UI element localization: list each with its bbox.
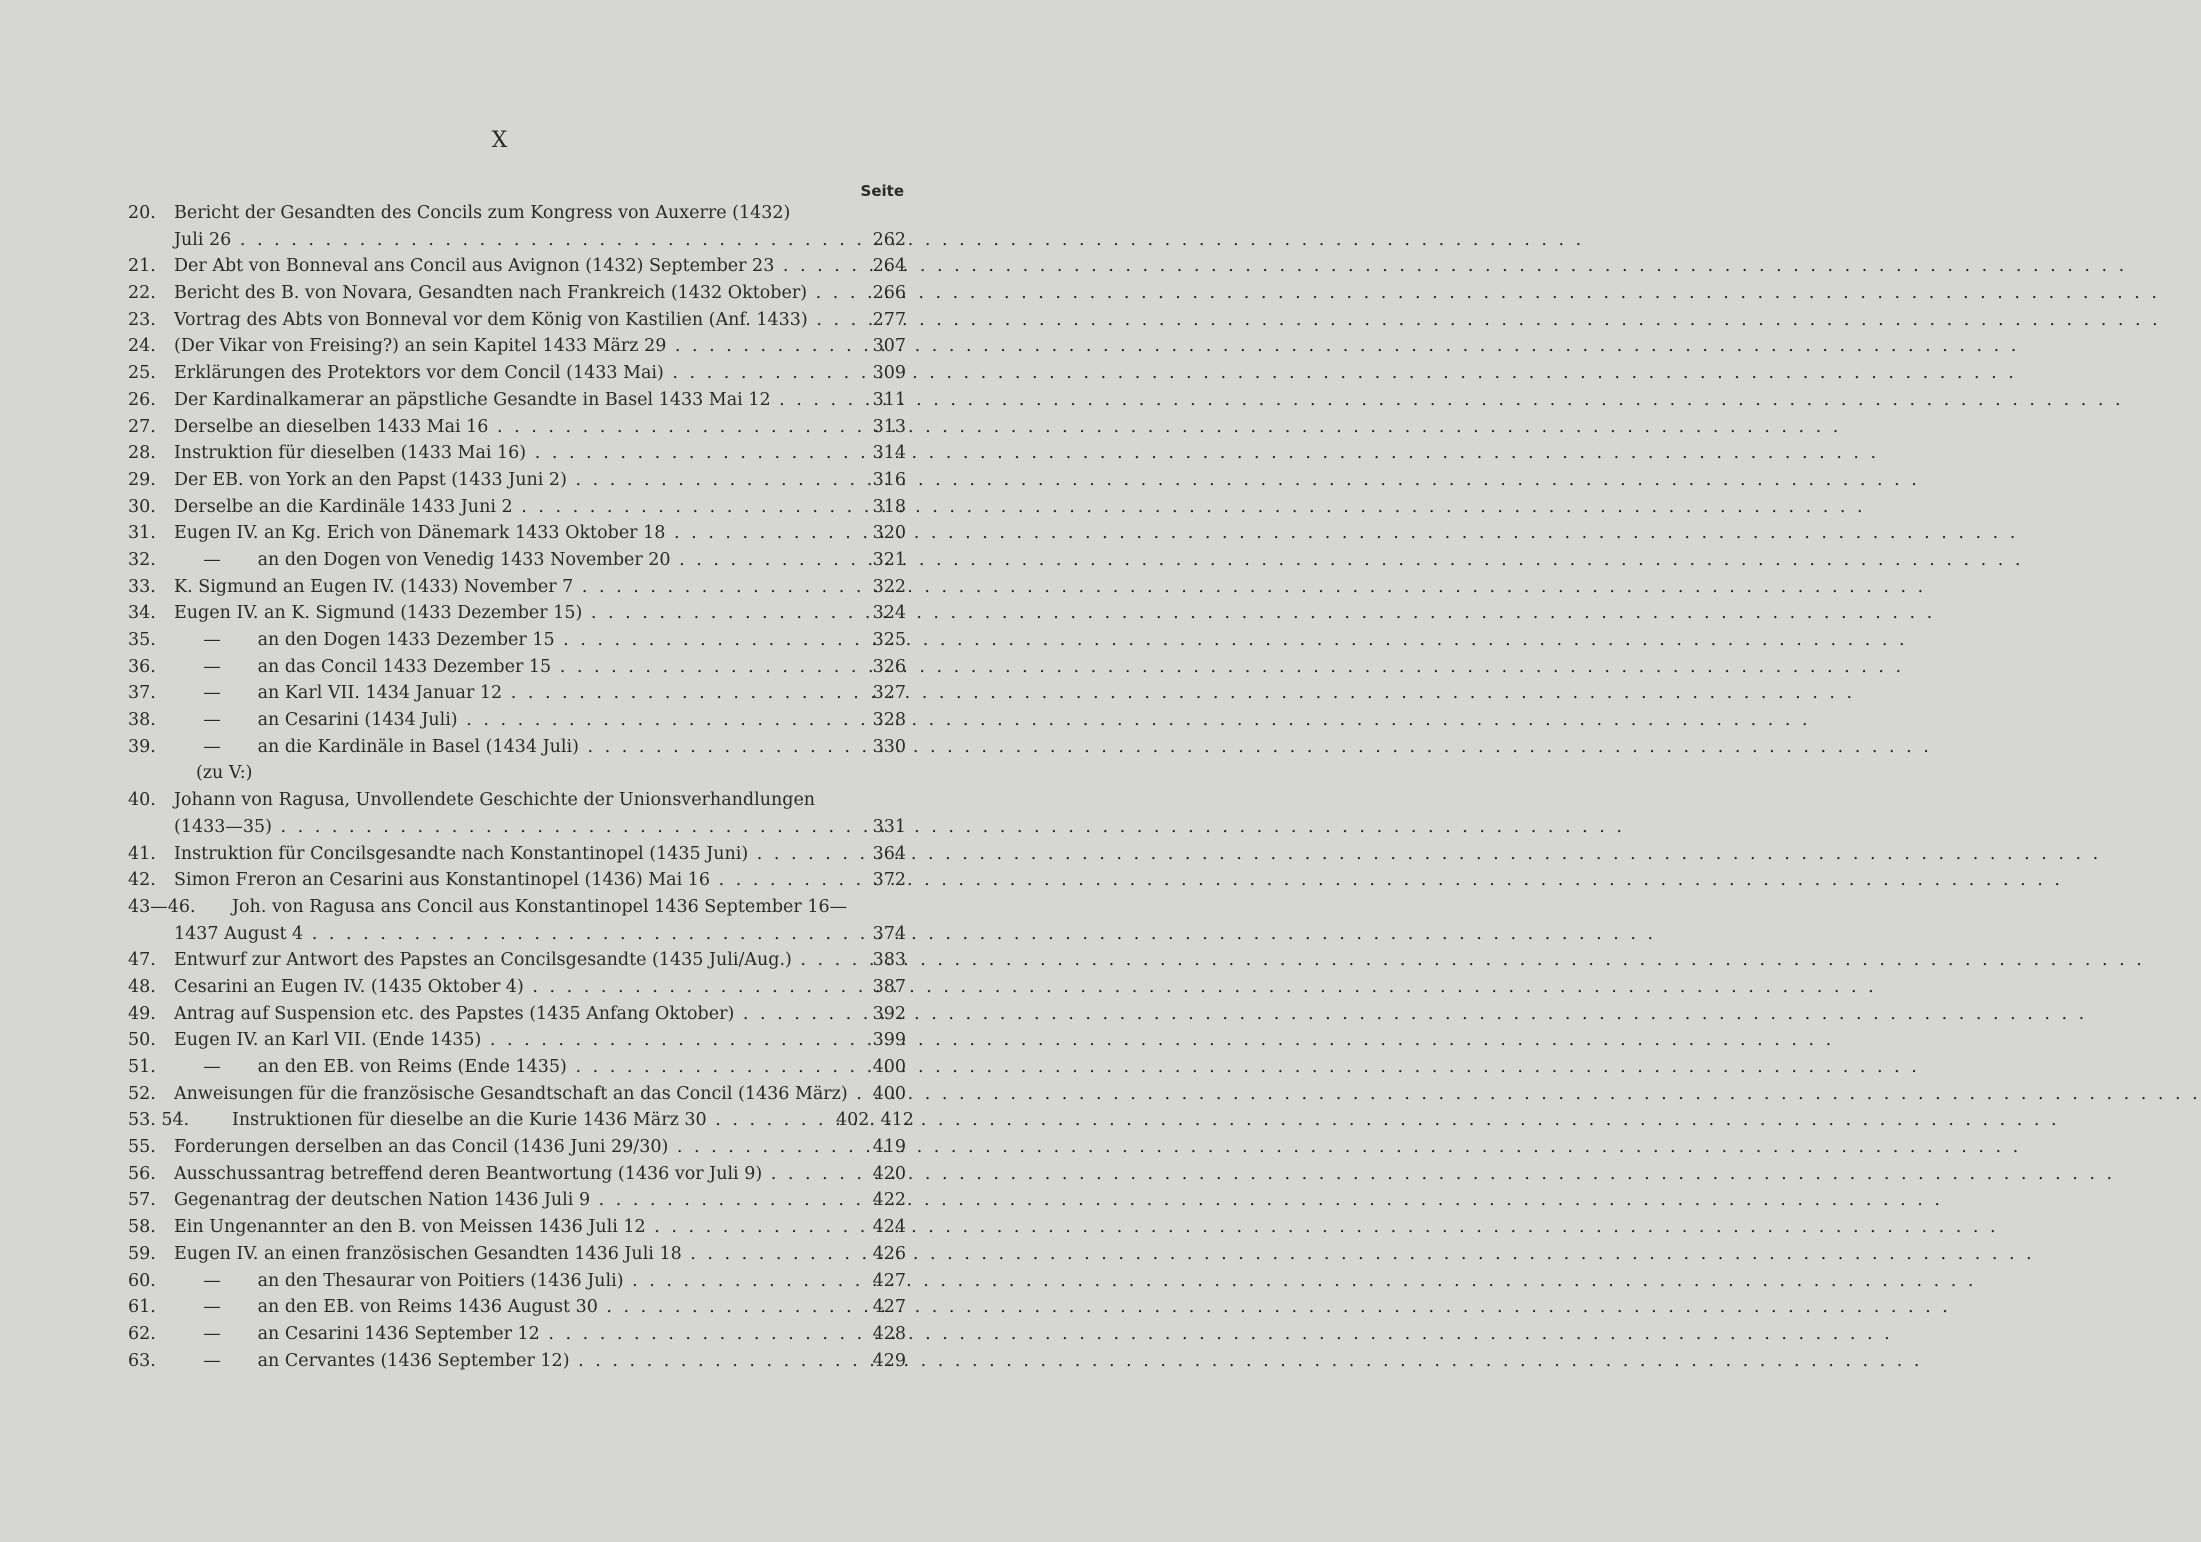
toc-entry [0, 520, 1000, 547]
toc-entry-number: 33. [128, 576, 156, 597]
toc-entry-page: 383 [872, 950, 906, 971]
toc-entry-title [174, 787, 840, 814]
toc-entry-text: an Cesarini (1434 Juli) [257, 710, 458, 731]
toc-entry-number: 23. [128, 309, 156, 330]
toc-entry-title [174, 414, 840, 441]
toc-entry-number: 41. [128, 843, 156, 864]
toc-entry-text: an das Concil 1433 Dezember 15 [257, 656, 552, 677]
toc-entry-title [174, 841, 840, 868]
toc-entry [0, 974, 1000, 1001]
toc-entry-text: Bericht des B. von Novara, Gesandten nach Frankreich (1432 Oktober) [174, 283, 808, 304]
toc-entry-title [174, 307, 840, 334]
toc-entry-text: (Der Vikar von Freising?) an sein Kapitel 1433 März 29 [174, 336, 667, 357]
toc-entry-page: 307 [872, 336, 906, 357]
toc-entry-title [174, 387, 840, 414]
toc-entry-number: 51. [128, 1057, 156, 1077]
toc-entry-title [174, 494, 840, 521]
toc-entry-text: an den EB. von Reims (Ende 1435) [257, 1057, 567, 1077]
toc-entry-text: Vortrag des Abts von Bonneval vor dem König von Kastilien (Anf. 1433) [174, 309, 808, 330]
toc-entry-number: 63. [128, 1350, 156, 1371]
toc-entry-title [174, 1241, 840, 1268]
toc-entry-page: 420 [872, 1163, 906, 1184]
toc-entry-text: Instruktion für dieselben (1433 Mai 16) [174, 443, 527, 464]
toc-entry-number: 24. [128, 336, 156, 357]
toc-entry-text: (zu V:) [196, 763, 253, 784]
toc-entry-text: Gegenantrag der deutschen Nation 1436 Juli 9 [174, 1190, 591, 1211]
ditto-dash: — [203, 683, 221, 704]
toc-entry-number: 57. [128, 1190, 156, 1211]
toc-entry-text: Simon Freron an Cesarini aus Konstantinopel (1436) Mai 16 [174, 870, 711, 891]
toc-entry-page: 321 [872, 549, 906, 570]
toc-entry-text: Anweisungen für die französische Gesandtschaft an das Concil (1436 März) [174, 1083, 848, 1104]
toc-entry-text: an den Thesaurar von Poitiers (1436 Juli) [257, 1270, 624, 1291]
toc-entry-page: 316 [872, 469, 906, 490]
toc-entry [0, 1001, 1000, 1028]
toc-entry [0, 440, 1000, 467]
toc-entry-number: 38. [128, 710, 156, 731]
table-of-contents [0, 200, 1000, 1374]
toc-entry-number: 47. [128, 950, 156, 971]
toc-entry [0, 894, 1000, 921]
toc-entry [0, 1107, 1000, 1134]
toc-entry-number: 32. [128, 549, 156, 570]
toc-entry-number: 36. [128, 656, 156, 677]
toc-entry-text: an den Dogen von Venedig 1433 November 20 [257, 549, 671, 570]
toc-entry [0, 1321, 1000, 1348]
toc-entry [0, 1134, 1000, 1161]
toc-entry-title [174, 921, 840, 948]
toc-entry-page: 427 [872, 1270, 906, 1291]
toc-entry-page: 419 [872, 1137, 906, 1158]
toc-entry-text: Ein Ungenannter an den B. von Meissen 1436 Juli 12 [174, 1217, 646, 1238]
toc-entry-number: 22. [128, 283, 156, 304]
column-header-seite: Seite [860, 182, 904, 200]
toc-entry-number: 29. [128, 469, 156, 490]
toc-entry [0, 627, 1000, 654]
toc-entry-text: Entwurf zur Antwort des Papstes an Concilsgesandte (1435 Juli/Aug.) [174, 950, 792, 971]
ditto-dash: — [203, 1323, 221, 1344]
toc-entry-title [174, 947, 840, 974]
toc-entry [0, 1161, 1000, 1188]
toc-entry [0, 1268, 1000, 1295]
toc-entry [0, 494, 1000, 521]
toc-entry-text: Forderungen derselben an das Concil (1436 Juni 29/30) [174, 1137, 669, 1158]
toc-entry-text: Eugen IV. an einen französischen Gesandten 1436 Juli 18 [174, 1243, 682, 1264]
toc-entry-title [203, 1294, 840, 1321]
toc-entry-page: 328 [872, 710, 906, 731]
toc-entry [0, 280, 1000, 307]
toc-entry [0, 734, 1000, 761]
toc-entry [0, 707, 1000, 734]
toc-entry-page: 313 [872, 416, 906, 437]
toc-entry-text: an Cervantes (1436 September 12) [257, 1350, 570, 1371]
toc-entry-text: Bericht der Gesandten des Concils zum Kongress von Auxerre (1432) [174, 203, 791, 223]
toc-entry-number: 43—46. [128, 896, 196, 917]
toc-entry-title [203, 680, 840, 707]
toc-entry-page: 318 [872, 496, 906, 517]
toc-entry-title [174, 1214, 840, 1241]
toc-entry-text: Erklärungen des Protektors vor dem Concil (1433 Mai) [174, 363, 664, 384]
toc-entry-text: K. Sigmund an Eugen IV. (1433) November 7 [174, 576, 574, 597]
toc-entry-title [174, 1187, 840, 1214]
toc-entry-number: 60. [128, 1270, 156, 1291]
toc-entry-title [203, 627, 840, 654]
toc-entry-text: an den Dogen 1433 Dezember 15 [257, 630, 555, 650]
toc-entry [0, 307, 1000, 334]
toc-entry [0, 387, 1000, 414]
toc-entry-page: 422 [872, 1190, 906, 1211]
toc-entry-title [174, 1161, 840, 1188]
toc-entry-page: 320 [872, 523, 906, 544]
toc-entry-title [203, 734, 840, 761]
toc-entry-number: 48. [128, 976, 156, 997]
toc-entry-title [174, 333, 840, 360]
toc-entry [0, 253, 1000, 280]
toc-entry-title [203, 1348, 840, 1375]
toc-entry-page: 387 [872, 976, 906, 997]
toc-entry-title [203, 654, 840, 681]
ditto-dash: — [203, 656, 221, 677]
toc-entry-page: 325 [872, 630, 906, 650]
toc-entry [0, 787, 1000, 814]
toc-entry-text: (1433—35) [174, 816, 272, 837]
toc-entry-page: 314 [872, 443, 906, 464]
toc-entry-page: 277 [872, 309, 906, 330]
toc-entry-page: 374 [872, 923, 906, 944]
ditto-dash: — [203, 1297, 221, 1318]
toc-entry-text: 1437 August 4 [174, 923, 304, 944]
toc-entry [0, 574, 1000, 601]
toc-entry [0, 760, 1000, 787]
toc-entry [0, 814, 1000, 841]
toc-entry-page: 331 [872, 816, 906, 837]
toc-entry-number: 37. [128, 683, 156, 704]
toc-entry [0, 1348, 1000, 1375]
toc-entry-page: 372 [872, 870, 906, 891]
toc-entry-page: 330 [872, 736, 906, 757]
toc-entry-number: 42. [128, 870, 156, 891]
toc-entry-title [203, 547, 840, 574]
toc-entry-page: 429 [872, 1350, 906, 1371]
toc-entry-number: 25. [128, 363, 156, 384]
toc-entry [0, 227, 1000, 254]
toc-entry [0, 841, 1000, 868]
toc-entry-number: 53. 54. [128, 1110, 190, 1131]
toc-entry-title [174, 280, 840, 307]
toc-entry-number: 56. [128, 1163, 156, 1184]
toc-entry-number: 34. [128, 603, 156, 624]
toc-entry-number: 61. [128, 1297, 156, 1318]
toc-entry [0, 947, 1000, 974]
page-number-roman: X [491, 128, 509, 153]
toc-entry-text: Cesarini an Eugen IV. (1435 Oktober 4) [174, 976, 524, 997]
toc-entry-number: 49. [128, 1003, 156, 1024]
toc-entry-text: Ausschussantrag betreffend deren Beantwortung (1436 vor Juli 9) [174, 1163, 763, 1184]
toc-entry-page: 427 [872, 1297, 906, 1318]
toc-entry-title [203, 707, 840, 734]
toc-entry-text: Antrag auf Suspension etc. des Papstes (1435 Anfang Oktober) [174, 1003, 735, 1024]
toc-entry-text: Johann von Ragusa, Unvollendete Geschichte der Unionsverhandlungen [174, 790, 816, 811]
toc-entry [0, 1241, 1000, 1268]
toc-entry-number: 26. [128, 389, 156, 410]
toc-entry-text: Juli 26 [174, 229, 232, 250]
toc-entry-title [174, 360, 840, 387]
ditto-dash: — [203, 549, 221, 570]
toc-entry-number: 27. [128, 416, 156, 437]
toc-entry [0, 1054, 1000, 1081]
ditto-dash: — [203, 1057, 221, 1077]
toc-entry-page: 327 [872, 683, 906, 704]
toc-entry-text: Instruktion für Concilsgesandte nach Konstantinopel (1435 Juni) [174, 843, 749, 864]
toc-entry-page: 262 [872, 229, 906, 250]
toc-entry-page: 428 [872, 1323, 906, 1344]
toc-entry-page: 424 [872, 1217, 906, 1238]
toc-entry-text: an den EB. von Reims 1436 August 30 [257, 1297, 598, 1318]
toc-entry-text: Derselbe an die Kardinäle 1433 Juni 2 [174, 496, 513, 517]
toc-entry [0, 1214, 1000, 1241]
toc-entry-title [232, 894, 848, 921]
ditto-dash: — [203, 736, 221, 757]
toc-entry [0, 867, 1000, 894]
ditto-dash: — [203, 710, 221, 731]
toc-entry-number: 50. [128, 1030, 156, 1051]
toc-entry-number: 21. [128, 256, 156, 277]
toc-entry-title [203, 1054, 840, 1081]
toc-entry-number: 52. [128, 1083, 156, 1104]
toc-entry-number: 35. [128, 630, 156, 650]
ditto-dash: — [203, 630, 221, 650]
toc-entry-text: Joh. von Ragusa ans Concil aus Konstantinopel 1436 September 16— [232, 896, 848, 917]
toc-entry-page: 322 [872, 576, 906, 597]
toc-entry-title [174, 1001, 840, 1028]
toc-entry [0, 654, 1000, 681]
document-page [0, 0, 1000, 1542]
toc-entry-number: 31. [128, 523, 156, 544]
toc-entry-text: an Cesarini 1436 September 12 [257, 1323, 540, 1344]
toc-entry-number: 59. [128, 1243, 156, 1264]
toc-entry-number: 39. [128, 736, 156, 757]
toc-entry-number: 55. [128, 1137, 156, 1158]
toc-entry [0, 200, 1000, 227]
toc-entry-title [174, 467, 840, 494]
toc-entry-page: 324 [872, 603, 906, 624]
toc-entry-title [174, 974, 840, 1001]
toc-entry-page: 402. 412 [836, 1110, 914, 1131]
toc-entry-number: 58. [128, 1217, 156, 1238]
toc-entry-number: 40. [128, 790, 156, 811]
toc-entry-title [196, 760, 840, 787]
toc-entry-text: Der Kardinalkamerar an päpstliche Gesandte in Basel 1433 Mai 12 [174, 389, 771, 410]
toc-entry-text: an die Kardinäle in Basel (1434 Juli) [257, 736, 579, 757]
toc-entry-number: 28. [128, 443, 156, 464]
toc-entry-text: Eugen IV. an Karl VII. (Ende 1435) [174, 1030, 482, 1051]
toc-entry-page: 399 [872, 1030, 906, 1051]
toc-entry-text: an Karl VII. 1434 Januar 12 [257, 683, 503, 704]
toc-entry-title [174, 600, 840, 627]
toc-entry-title [174, 574, 840, 601]
toc-entry-title [203, 1321, 840, 1348]
toc-entry-page: 264 [872, 256, 906, 277]
toc-entry-number: 30. [128, 496, 156, 517]
toc-entry-page: 309 [872, 363, 906, 384]
toc-entry [0, 1027, 1000, 1054]
toc-entry-title [232, 1107, 840, 1134]
toc-entry-page: 266 [872, 283, 906, 304]
toc-entry-text: Der Abt von Bonneval ans Concil aus Avignon (1432) September 23 [174, 256, 775, 277]
toc-entry-title [174, 814, 840, 841]
toc-entry-text: Derselbe an dieselben 1433 Mai 16 [174, 416, 489, 437]
toc-entry [0, 547, 1000, 574]
toc-entry-title [174, 1027, 840, 1054]
toc-entry-title [174, 440, 840, 467]
toc-entry-page: 392 [872, 1003, 906, 1024]
toc-entry-title [174, 227, 840, 254]
toc-entry-title [203, 1268, 840, 1295]
toc-entry-number: 20. [128, 203, 156, 223]
toc-entry-page: 326 [872, 656, 906, 677]
toc-entry-title [174, 200, 840, 227]
toc-entry-title [174, 520, 840, 547]
ditto-dash: — [203, 1270, 221, 1291]
toc-entry [0, 467, 1000, 494]
toc-entry [0, 414, 1000, 441]
toc-entry [0, 360, 1000, 387]
toc-entry-page: 311 [872, 389, 906, 410]
toc-entry [0, 1294, 1000, 1321]
toc-entry-page: 364 [872, 843, 906, 864]
toc-entry-text: Der EB. von York an den Papst (1433 Juni 2) [174, 469, 567, 490]
toc-entry-title [174, 1134, 840, 1161]
toc-entry [0, 1187, 1000, 1214]
toc-entry [0, 680, 1000, 707]
toc-entry-title [174, 867, 840, 894]
toc-entry [0, 921, 1000, 948]
toc-entry-page: 400 [872, 1057, 906, 1077]
toc-entry-text: Eugen IV. an Kg. Erich von Dänemark 1433 Oktober 18 [174, 523, 666, 544]
toc-entry [0, 600, 1000, 627]
toc-entry-title [174, 253, 840, 280]
ditto-dash: — [203, 1350, 221, 1371]
toc-entry-page: 400 [872, 1083, 906, 1104]
toc-entry [0, 333, 1000, 360]
toc-entry-text: Instruktionen für dieselbe an die Kurie 1436 März 30 [232, 1110, 707, 1131]
toc-entry-text: Eugen IV. an K. Sigmund (1433 Dezember 15) [174, 603, 583, 624]
toc-entry-number: 62. [128, 1323, 156, 1344]
toc-entry-title [174, 1081, 848, 1108]
toc-entry-page: 426 [872, 1243, 906, 1264]
toc-entry [0, 1081, 1000, 1108]
